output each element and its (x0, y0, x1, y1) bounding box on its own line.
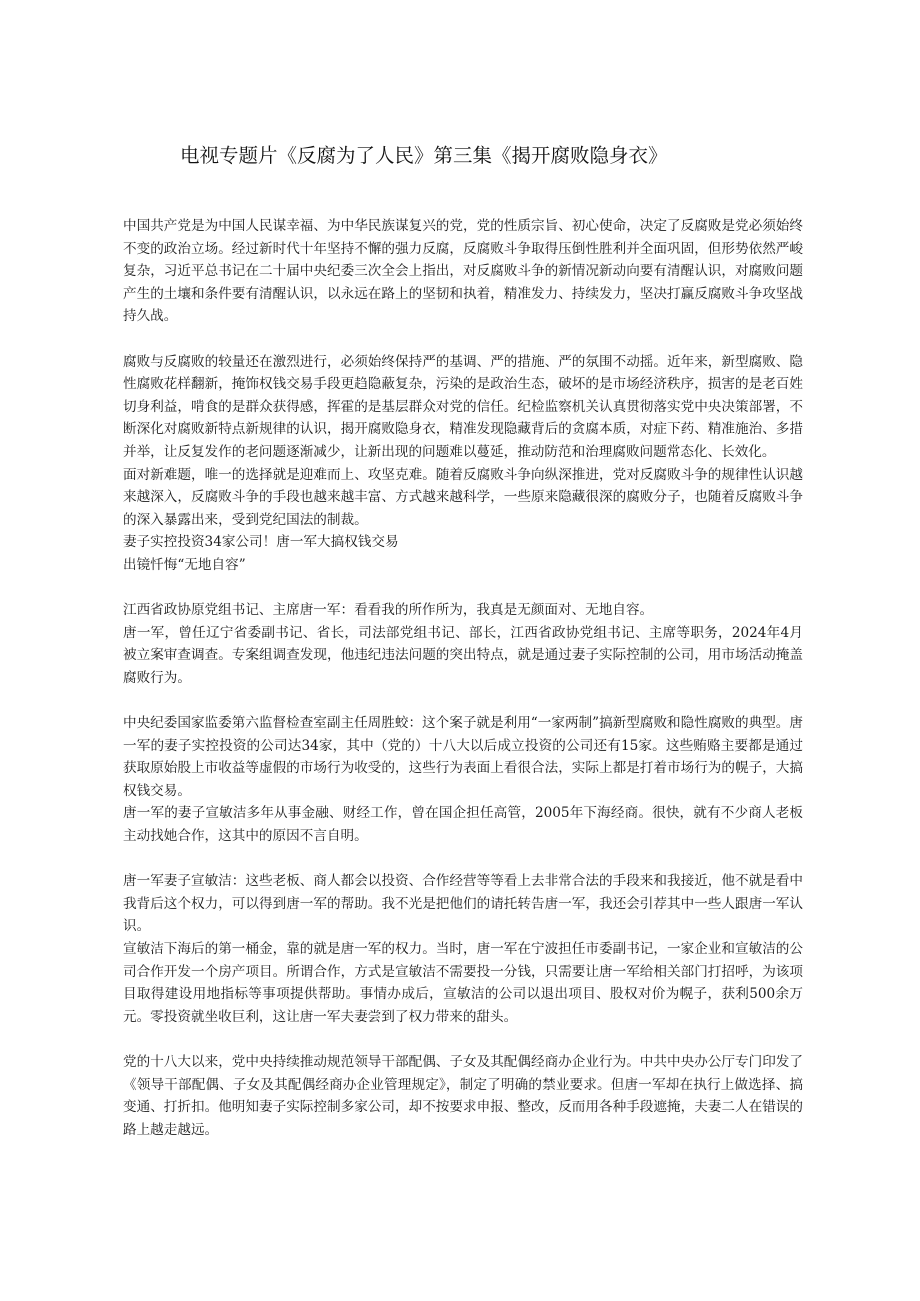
paragraph: 唐一军妻子宣敏洁：这些老板、商人都会以投资、合作经营等等看上去非常合法的手段来和我接近，他不就是看中我背后这个权力，可以得到唐一军的帮助。我不光是把他们的请托转告唐一军，我还会引荐其中一些人跟唐一军认识。 (123, 873, 803, 935)
document-title: 电视专题片《反腐为了人民》第三集《揭开腐败隐身衣》 (180, 144, 668, 167)
paragraph: 江西省政协原党组书记、主席唐一军：看看我的所作所为，我真是无颜面对、无地自容。 (123, 602, 654, 619)
paragraph: 中国共产党是为中国人民谋幸福、为中华民族谋复兴的党，党的性质宗旨、初心使命，决定了反腐败是党必须始终不变的政治立场。经过新时代十年坚持不懈的强力反腐，反腐败斗争取得压倒性胜利并全面巩固，但形势依然严峻复杂，习近平总书记在二十届中央纪委三次全会上指出，对反腐败斗争的新情况新动向要有清醒认识，对腐败问题产生的土壤和条件要有清醒认识，以永远在路上的坚韧和执着，精准发力、持续发力，坚决打赢反腐败斗争攻坚战持久战。 (123, 218, 803, 325)
document-body (123, 215, 803, 1141)
paragraph: 宣敏洁下海后的第一桶金，靠的就是唐一军的权力。当时，唐一军在宁波担任市委副书记，一家企业和宣敏洁的公司合作开发一个房产项目。所谓合作，方式是宣敏洁不需要投一分钱，只需要让唐一军给相关部门打招呼，为该项目取得建设用地指标等事项提供帮助。事情办成后，宣敏洁的公司以退出项目、股权对价为幌子，获利500余万元。零投资就坐收巨利，这让唐一军夫妻尝到了权力带来的甜头。 (123, 941, 803, 1025)
paragraph: 唐一军的妻子宣敏洁多年从事金融、财经工作，曾在国企担任高管，2005年下海经商。很快，就有不少商人老板主动找她合作，这其中的原因不言自明。 (123, 805, 803, 845)
paragraph: 妻子实控投资34家公司！唐一军大搞权钱交易 (123, 534, 399, 551)
paragraph: 中央纪委国家监委第六监督检查室副主任周胜蛟：这个案子就是利用“一家两制”搞新型腐败和隐性腐败的典型。唐一军的妻子实控投资的公司达34家，其中（党的）十八大以后成立投资的公司还有15家。这些贿赂主要都是通过获取原始股上市收益等虚假的市场行为收受的，这些行为表面上看很合法，实际上都是打着市场行为的幌子，大搞权钱交易。 (123, 715, 803, 799)
paragraph: 出镜忏悔“无地自容” (123, 556, 246, 573)
paragraph: 唐一军，曾任辽宁省委副书记、省长，司法部党组书记、部长，江西省政协党组书记、主席等职务，2024年4月被立案审查调查。专案组调查发现，他违纪违法问题的突出特点，就是通过妻子实际控制的公司，用市场活动掩盖腐败行为。 (123, 624, 803, 686)
paragraph: 腐败与反腐败的较量还在激烈进行，必须始终保持严的基调、严的措施、严的氛围不动摇。近年来，新型腐败、隐性腐败花样翻新，掩饰权钱交易手段更趋隐蔽复杂，污染的是政治生态，破坏的是市场经济秩序，损害的是老百姓切身利益，啃食的是群众获得感，挥霍的是基层群众对党的信任。纪检监察机关认真贯彻落实党中央决策部署，不断深化对腐败新特点新规律的认识，揭开腐败隐身衣，精准发现隐藏背后的贪腐本质，对症下药、精准施治、多措并举，让反复发作的老问题逐渐减少，让新出现的问题难以蔓延，推动防范和治理腐败问题常态化、长效化。 (123, 353, 803, 460)
paragraph: 党的十八大以来，党中央持续推动规范领导干部配偶、子女及其配偶经商办企业行为。中共中央办公厅专门印发了《领导干部配偶、子女及其配偶经商办企业管理规定》，制定了明确的禁业要求。但唐一军却在执行上做选择、搞变通、打折扣。他明知妻子实际控制多家公司，却不按要求申报、整改，反而用各种手段遮掩，夫妻二人在错误的路上越走越远。 (123, 1053, 803, 1138)
paragraph: 面对新难题，唯一的选择就是迎难而上、攻坚克难。随着反腐败斗争向纵深推进，党对反腐败斗争的规律性认识越来越深入，反腐败斗争的手段也越来越丰富、方式越来越科学，一些原来隐藏很深的腐败分子，也随着反腐败斗争的深入暴露出来，受到党纪国法的制裁。 (123, 466, 803, 528)
